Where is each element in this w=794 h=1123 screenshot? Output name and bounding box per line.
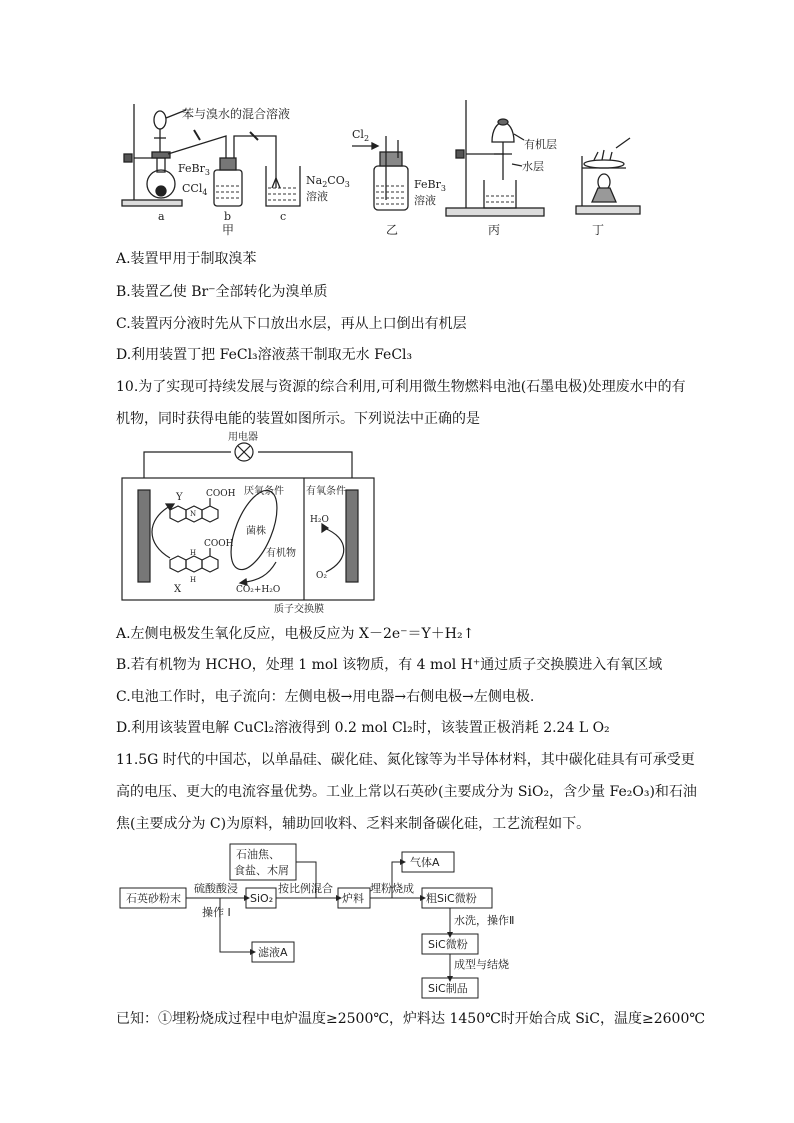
- q9-option-c: C.装置丙分液时先从下口放出水层，再从上口倒出有机层: [116, 316, 467, 332]
- label-solution-yi: 溶液: [414, 194, 436, 207]
- flow-furnace-charge: 炉料: [342, 892, 364, 905]
- q10-stem-line2: 机物，同时获得电能的装置如图所示。下列说法中正确的是: [116, 411, 480, 427]
- label-membrane: 质子交换膜: [274, 604, 324, 615]
- flow-step-mix: 按比例混合: [278, 882, 333, 895]
- flow-filtrate-a: 滤液A: [258, 946, 288, 959]
- q11-known: 已知：①埋粉烧成过程中电炉温度≥2500℃，炉料达 1450℃时开始合成 SiC，温度≥2600℃: [116, 1011, 706, 1027]
- label-h2o: H₂O: [310, 515, 329, 525]
- flow-step-op1: 操作 I: [202, 906, 231, 919]
- label-h-1: H: [190, 549, 197, 557]
- label-bing: 丙: [488, 223, 501, 236]
- label-n-1: N: [190, 510, 197, 518]
- label-na2co3: $Na_2CO_3$: [306, 174, 350, 189]
- label-aerobic: 有氧条件: [306, 486, 346, 497]
- flow-raw-material: 石英砂粉末: [126, 892, 181, 905]
- q10-stem-line1: 10.为了实现可持续发展与资源的综合利用,可利用微生物燃料电池(石墨电极)处理废水中的有: [116, 379, 686, 395]
- flow-crude-sic: 粗SiC微粉: [426, 892, 477, 905]
- label-yi: 乙: [386, 223, 399, 236]
- flow-gas-a: 气体A: [410, 856, 440, 869]
- label-jia: 甲: [222, 223, 235, 236]
- label-device: 用电器: [228, 432, 258, 443]
- label-cooh-1: COOH: [206, 489, 236, 499]
- q10-option-d: D.利用该装置电解 CuCl₂溶液得到 0.2 mol Cl₂时，该装置正极消耗 2.24 L O₂: [116, 720, 610, 736]
- process-flow-diagram: [116, 838, 536, 1000]
- label-anaerobic: 厌氧条件: [244, 486, 284, 497]
- q10-option-a: A.左侧电极发生氧化反应，电极反应为 X－2e⁻＝Y＋H₂↑: [116, 626, 475, 642]
- label-cl2: $Cl_2$: [352, 128, 370, 143]
- label-y: Y: [176, 492, 183, 503]
- label-a: a: [158, 210, 165, 223]
- q9-option-a: A.装置甲用于制取溴苯: [116, 251, 257, 267]
- q9-option-b: B.装置乙使 Br⁻全部转化为溴单质: [116, 284, 328, 300]
- flow-step-wash: 水洗，操作Ⅱ: [454, 914, 515, 927]
- q11-line2: 高的电压、更大的电流容量优势。工业上常以石英砂(主要成分为 SiO₂，含少量 Fe₂O₃)和石油: [116, 784, 697, 800]
- label-b: b: [224, 210, 232, 223]
- label-febr3-yi: FeBr$_3$: [414, 178, 446, 193]
- label-h-2: H: [190, 576, 197, 584]
- flow-sio2: SiO₂: [250, 892, 274, 905]
- q10-option-b: B.若有机物为 HCHO，处理 1 mol 该物质，有 4 mol H⁺通过质子交换膜进入有氧区域: [116, 657, 663, 673]
- label-organic-layer: 有机层: [524, 138, 557, 151]
- q11-line1: 11.5G 时代的中国芯，以单晶硅、碳化硅、氮化镓等为半导体材料，其中碳化硅具有可承受更: [116, 752, 695, 768]
- label-organic: 有机物: [266, 548, 296, 559]
- label-c: c: [280, 210, 287, 223]
- flow-sic-product: SiC制品: [428, 982, 468, 995]
- q9-option-d: D.利用装置丁把 FeCl₃溶液蒸干制取无水 FeCl₃: [116, 347, 413, 363]
- label-ccl4: CCl$_4$: [182, 182, 208, 197]
- label-water-layer: 水层: [522, 160, 544, 173]
- label-mixture: 苯与溴水的混合溶液: [182, 107, 291, 121]
- apparatus-figure: [116, 96, 676, 236]
- flow-step-shape: 成型与结烧: [454, 958, 509, 971]
- flow-sic-powder: SiC微粉: [428, 938, 468, 951]
- label-cooh-2: COOH: [204, 539, 234, 549]
- label-o2: O₂: [316, 571, 327, 581]
- flow-additives-2: 食盐、木屑: [234, 864, 289, 877]
- fuel-cell-figure: [118, 430, 378, 615]
- label-bacteria: 菌株: [246, 526, 266, 537]
- flow-additives-1: 石油焦、: [236, 848, 280, 861]
- label-febr3: FeBr$_3$: [178, 162, 210, 177]
- flow-step-leach: 硫酸酸浸: [194, 882, 238, 895]
- q11-line3: 焦(主要成分为 C)为原料，辅助回收料、乏料来制备碳化硅，工艺流程如下。: [116, 816, 591, 832]
- label-x: X: [174, 584, 182, 595]
- q10-option-c: C.电池工作时，电子流向：左侧电极→用电器→右侧电极→左侧电极.: [116, 689, 535, 705]
- label-co2-h2o: CO₂+H₂O: [236, 585, 281, 595]
- flow-step-bury: 埋粉烧成: [370, 882, 414, 895]
- label-solution-c: 溶液: [306, 190, 328, 203]
- label-ding: 丁: [592, 223, 605, 236]
